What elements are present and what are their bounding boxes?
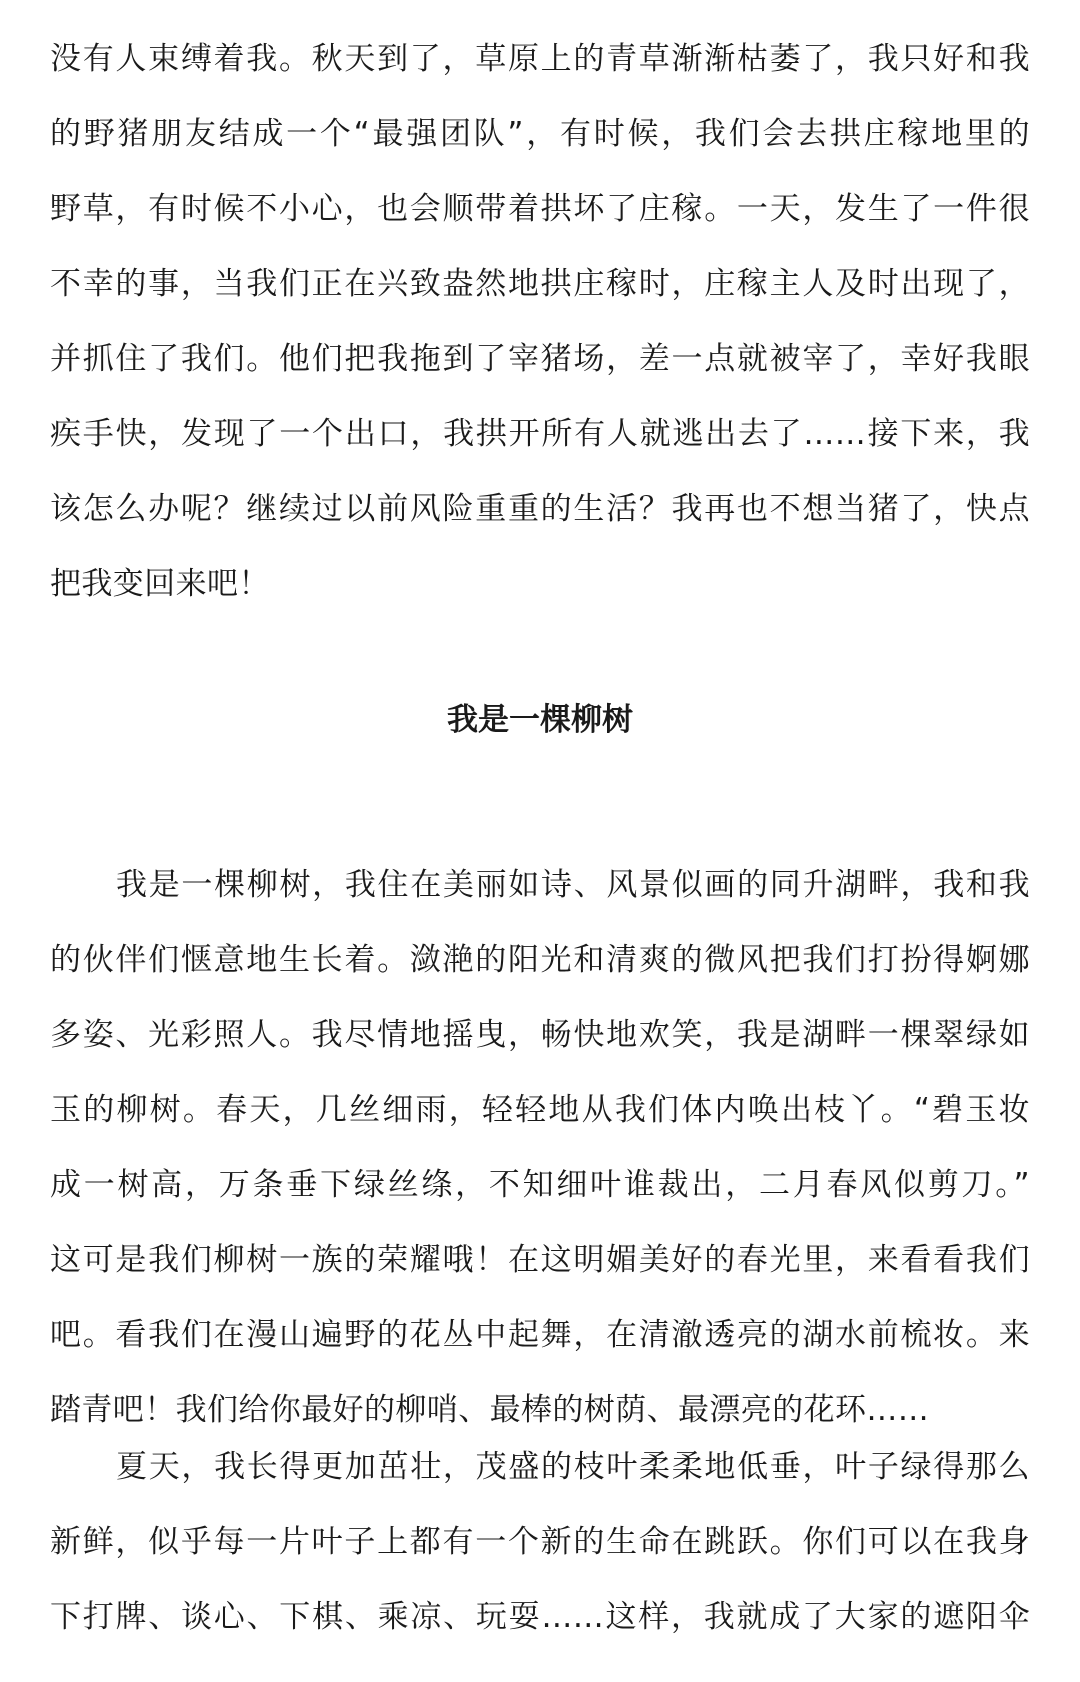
text-line: 的野猪朋友结成一个“最强团队”，有时候，我们会去拱庄稼地里的	[50, 116, 1030, 152]
text-line: 疾手快，发现了一个出口，我拱开所有人就逃出去了……接下来，我	[50, 416, 1030, 452]
text-line: 没有人束缚着我。秋天到了，草原上的青草渐渐枯萎了，我只好和我	[50, 41, 1030, 77]
text-line: 成一树高，万条垂下绿丝绦，不知细叶谁裁出，二月春风似剪刀。”	[50, 1167, 1030, 1203]
text-line: 我是一棵柳树，我住在美丽如诗、风景似画的同升湖畔，我和我	[116, 867, 1030, 903]
text-line: 这可是我们柳树一族的荣耀哦！在这明媚美好的春光里，来看看我们	[50, 1242, 1030, 1278]
paragraph-willow-summer	[50, 1430, 1030, 1655]
text-line: 吧。看我们在漫山遍野的花丛中起舞，在清澈透亮的湖水前梳妆。来	[50, 1317, 1030, 1353]
text-line: 野草，有时候不小心，也会顺带着拱坏了庄稼。一天，发生了一件很	[50, 191, 1030, 227]
text-line: 的伙伴们惬意地生长着。潋滟的阳光和清爽的微风把我们打扮得婀娜	[50, 942, 1030, 978]
text-line: 不幸的事，当我们正在兴致盎然地拱庄稼时，庄稼主人及时出现了，	[50, 266, 1030, 302]
paragraph-wild-boar-story	[50, 22, 1030, 622]
text-line: 新鲜，似乎每一片叶子上都有一个新的生命在跳跃。你们可以在我身	[50, 1524, 1030, 1560]
text-line: 玉的柳树。春天，几丝细雨，轻轻地从我们体内唤出枝丫。“碧玉妆	[50, 1092, 1030, 1128]
paragraph-willow-spring	[50, 848, 1030, 1448]
text-line: 踏青吧！我们给你最好的柳哨、最棒的树荫、最漂亮的花环……	[50, 1392, 930, 1428]
text-line: 下打牌、谈心、下棋、乘凉、玩耍……这样，我就成了大家的遮阳伞	[50, 1599, 1030, 1635]
text-line: 多姿、光彩照人。我尽情地摇曳，畅快地欢笑，我是湖畔一棵翠绿如	[50, 1017, 1030, 1053]
essay-title: 我是一棵柳树	[447, 702, 633, 738]
text-line: 把我变回来吧！	[50, 566, 270, 602]
text-line: 该怎么办呢？继续过以前风险重重的生活？我再也不想当猪了，快点	[50, 491, 1030, 527]
text-line: 夏天，我长得更加茁壮，茂盛的枝叶柔柔地低垂，叶子绿得那么	[116, 1449, 1030, 1485]
text-line: 并抓住了我们。他们把我拖到了宰猪场，差一点就被宰了，幸好我眼	[50, 341, 1030, 377]
